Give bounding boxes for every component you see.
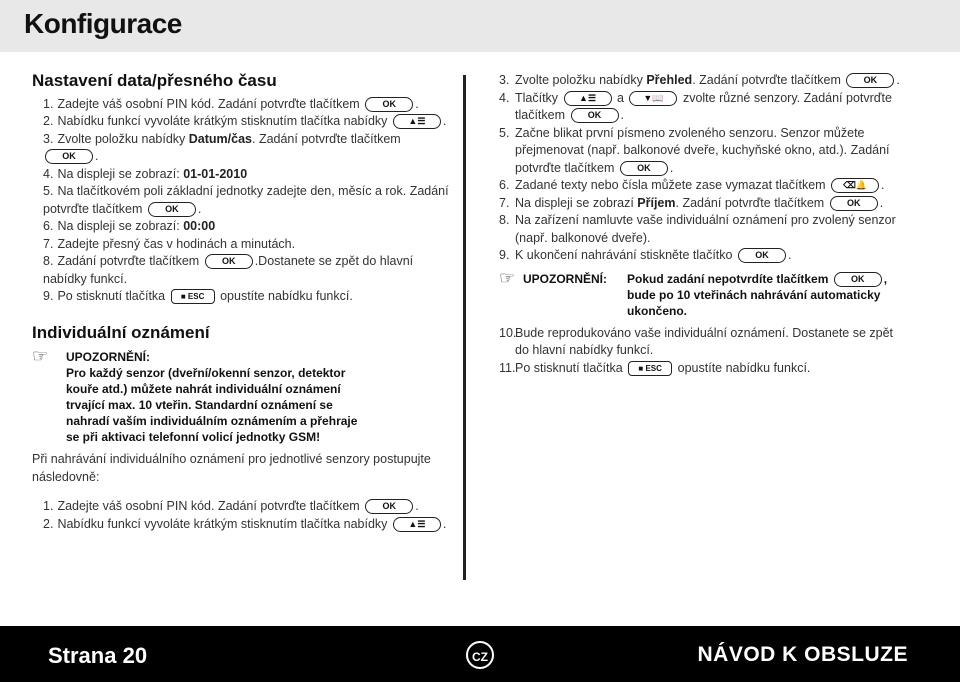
down-book-key-icon: ▼📖 — [629, 91, 677, 106]
left-column — [32, 72, 452, 533]
ok-key-icon: OK — [846, 73, 894, 88]
announcement-steps — [32, 498, 452, 533]
ok-key-icon: OK — [205, 254, 253, 269]
list-item: 3. Zvolte položku nabídky Datum/čas. Zadání potvrďte tlačítkem OK . — [43, 131, 401, 163]
page-number: Strana 20 — [48, 643, 148, 668]
warning-note: ☞ UPOZORNĚNÍ: Pokud zadání nepotvrdíte tlačítkem OK , bude po 10 vteřinách nahrávání automaticky ukončeno. — [499, 267, 888, 318]
right-steps-b — [499, 325, 909, 378]
list-item: 4. Na displeji se zobrazí: 01-01-2010 — [43, 166, 248, 181]
list-item: 3. Zvolte položku nabídky Přehled. Zadání potvrďte tlačítkem OK . — [499, 73, 900, 87]
warning-note: ☞ UPOZORNĚNÍ:Pro každý senzor (dveřní/okenní senzor, detektor kouře atd.) můžete nahrát individuální oznámení trvající max. 10 vteřin. Standardní oznámení se nahradí vaším individuálním oznámením a přehraje se při aktivaci telefonní volicí jednotky GSM! — [32, 346, 358, 444]
ok-key-icon: OK — [830, 196, 878, 211]
datetime-steps — [32, 96, 452, 306]
list-item: 1. Zadejte váš osobní PIN kód. Zadání potvrďte tlačítkem OK . — [43, 96, 419, 111]
language-badge: CZ — [466, 641, 494, 669]
ok-key-icon: OK — [45, 149, 93, 164]
ok-key-icon: OK — [365, 499, 413, 514]
list-item: 4. Tlačítky ▲☰ a ▼📖 zvolte různé senzory. Zadání potvrďte tlačítkem OK . — [499, 90, 892, 122]
ok-key-icon: OK — [365, 97, 413, 112]
list-item: 10. Bude reprodukováno vaše individuální oznámení. Dostanete se zpět do hlavní nabídky funkcí. — [499, 325, 894, 358]
pointing-hand-icon: ☞ — [32, 346, 49, 366]
list-item: 6. Na displeji se zobrazí: 00:00 — [43, 219, 216, 233]
section-title-announcement: Individuální oznámení — [32, 322, 210, 342]
list-item: 5. Na tlačítkovém poli základní jednotky zadejte den, měsíc a rok. Zadání potvrďte tlačítkem OK . — [43, 184, 449, 216]
footer-bar — [0, 626, 960, 682]
pointing-hand-icon: ☞ — [499, 267, 516, 288]
right-steps — [499, 72, 909, 265]
list-item: 2. Nabídku funkcí vyvoláte krátkým stisknutím tlačítka nabídky ▲☰ . — [43, 516, 447, 531]
delete-bell-key-icon: ⌫🔔 — [831, 178, 879, 193]
list-item: 7. Na displeji se zobrazí Příjem. Zadání potvrďte tlačítkem OK . — [499, 195, 884, 210]
up-menu-key-icon: ▲☰ — [564, 91, 612, 106]
list-item: 9. Po stisknutí tlačítka ■ ESC opustíte nabídku funkcí. — [43, 289, 353, 303]
esc-key-icon: ■ ESC — [628, 361, 672, 376]
column-divider — [463, 75, 466, 580]
ok-key-icon: OK — [738, 248, 786, 263]
list-item: 2. Nabídku funkcí vyvoláte krátkým stisknutím tlačítka nabídky ▲☰ . — [43, 114, 447, 128]
right-column — [499, 72, 909, 377]
list-item: 11. Po stisknutí tlačítka ■ ESC opustíte nabídku funkcí. — [499, 360, 811, 375]
ok-key-icon: OK — [620, 161, 668, 176]
list-item: 9. K ukončení nahrávání stiskněte tlačítko OK . — [499, 248, 792, 262]
esc-key-icon: ■ ESC — [171, 289, 215, 304]
menu-key-icon: ▲☰ — [393, 517, 441, 532]
list-item: 8. Zadání potvrďte tlačítkem OK .Dostanete se zpět do hlavní nabídky funkcí. — [43, 254, 414, 286]
menu-key-icon: ▲☰ — [393, 114, 441, 129]
intro-paragraph: Při nahrávání individuálního oznámení pro jednotlivé senzory postupujte následovně: — [32, 452, 431, 484]
ok-key-icon: OK — [571, 108, 619, 123]
header-bar — [0, 0, 960, 52]
list-item: 5. Začne blikat první písmeno zvoleného senzoru. Senzor můžete přejmenovat (např. balkonové dveře, kuchyňské okno, atd.). Zadání potvrďte tlačítkem OK . — [499, 125, 890, 175]
list-item: 6. Zadané texty nebo čísla můžete zase vymazat tlačítkem ⌫🔔 . — [499, 178, 885, 192]
list-item: 8. Na zařízení namluvte vaše individuální oznámení pro zvolený senzor (např. balkonové dveře). — [499, 213, 896, 245]
ok-key-icon: OK — [834, 272, 882, 287]
list-item: 1. Zadejte váš osobní PIN kód. Zadání potvrďte tlačítkem OK . — [43, 499, 419, 513]
page-title: Konfigurace — [24, 8, 182, 39]
ok-key-icon: OK — [148, 202, 196, 217]
manual-title: NÁVOD K OBSLUZE — [697, 643, 908, 666]
list-item: 7. Zadejte přesný čas v hodinách a minutách. — [43, 236, 296, 251]
section-title-datetime: Nastavení data/přesného času — [32, 71, 277, 90]
